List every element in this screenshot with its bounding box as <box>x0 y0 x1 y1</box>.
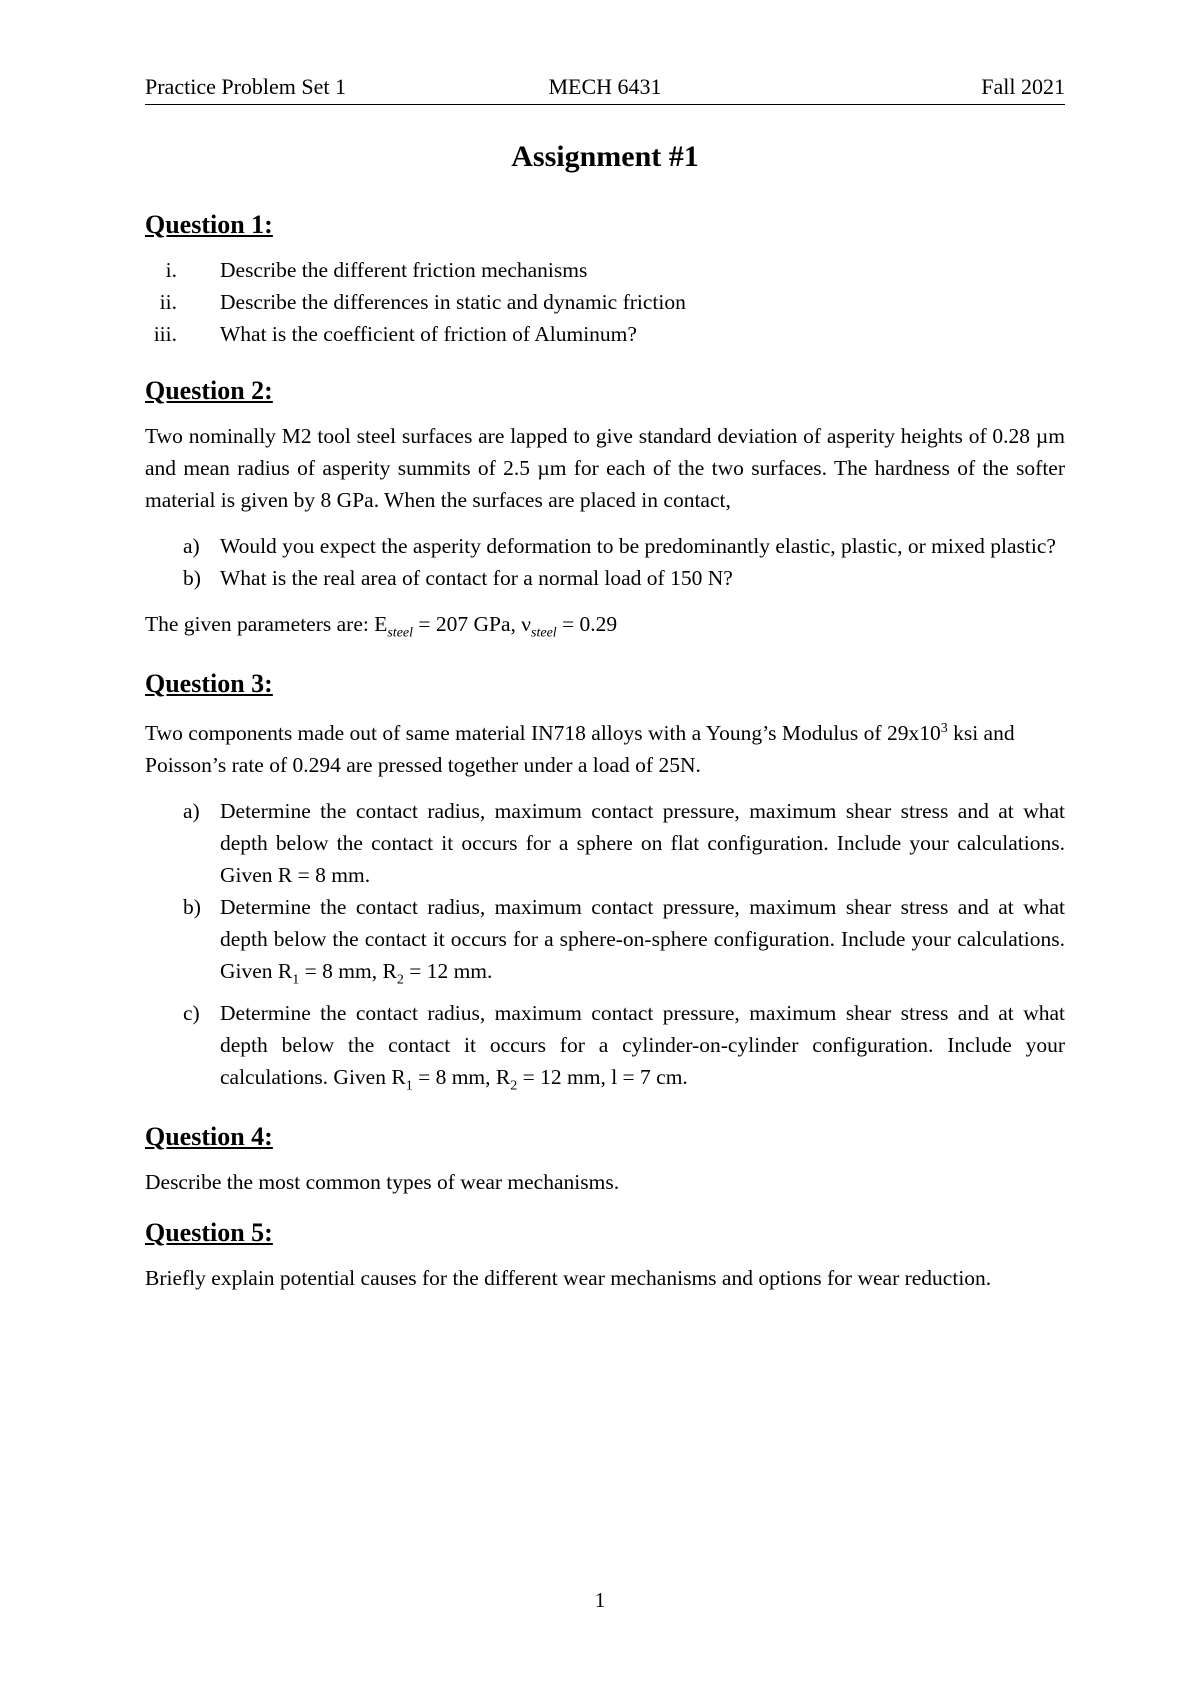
list-item-text: Determine the contact radius, maximum contact pressure, maximum shear stress and at what depth below the contact it occurs for a cylinder-on-cylinder configuration. Include your calculations. Given R <box>220 1000 1065 1089</box>
params-lead: The given parameters are: E <box>145 612 388 636</box>
question-5 <box>145 1218 1065 1294</box>
intro-part-b: ksi and Poisson’s rate of 0.294 are pressed together under a load of 25N. <box>145 721 1015 778</box>
list-item-text: = 12 mm. <box>403 959 493 984</box>
question-2 <box>145 376 1065 649</box>
question-2-list <box>145 530 1065 594</box>
list-item-text: Determine the contact radius, maximum contact pressure, maximum shear stress and at what depth below the contact it occurs for a sphere on flat configuration. Include your calculations. Given R = 8 mm. <box>220 799 1065 888</box>
list-marker: a) <box>183 799 200 824</box>
subscript: 1 <box>405 1078 413 1094</box>
question-2-heading: Question 2: <box>145 376 273 405</box>
question-5-heading: Question 5: <box>145 1218 273 1248</box>
subscript: 2 <box>396 972 404 988</box>
question-1-list <box>145 254 1065 350</box>
nu-value: = 0.29 <box>556 612 618 636</box>
list-item <box>145 318 1065 350</box>
question-4 <box>145 1122 1065 1198</box>
header-course-code: MECH 6431 <box>548 74 662 99</box>
list-item-text: Would you expect the asperity deformation to be predominantly elastic, plastic, or mixed plastic? <box>220 534 1056 558</box>
intro-part-a: Two components made out of same material IN718 alloys with a Young’s Modulus of 29x10 <box>145 721 941 746</box>
list-item-text: Describe the different friction mechanisms <box>220 258 588 282</box>
page-header <box>145 72 1065 105</box>
list-marker: ii. <box>159 290 177 314</box>
list-item <box>145 891 1065 996</box>
question-4-text: Describe the most common types of wear mechanisms. <box>145 1170 620 1195</box>
list-item-text: Describe the differences in static and dynamic friction <box>220 290 686 314</box>
question-3 <box>145 669 1065 1102</box>
question-2-intro: Two nominally M2 tool steel surfaces are lapped to give standard deviation of asperity heights of 0.28 µm and mean radius of asperity summits of 2.5 µm for each of the two surfaces. The hardness of the softer material is given by 8 GPa. When the surfaces are placed in contact, <box>145 424 1065 512</box>
list-marker: b) <box>183 566 201 590</box>
question-3-intro <box>145 713 1065 781</box>
list-marker: b) <box>183 895 201 920</box>
assignment-title: Assignment #1 <box>511 140 699 173</box>
list-marker: c) <box>183 1000 200 1025</box>
question-2-parameters <box>145 608 1065 649</box>
list-item-text: = 12 mm, l = 7 cm. <box>517 1064 688 1089</box>
list-item-text: What is the real area of contact for a normal load of 150 N? <box>220 566 733 590</box>
e-value: = 207 GPa, ν <box>413 612 532 636</box>
header-course-set: Practice Problem Set 1 <box>145 74 347 99</box>
list-marker: a) <box>183 534 200 558</box>
list-marker: i. <box>165 258 177 282</box>
question-1 <box>145 210 1065 350</box>
list-item-text: = 8 mm, R <box>412 1064 511 1089</box>
page-number: 1 <box>594 1588 606 1612</box>
list-marker: iii. <box>153 322 177 346</box>
list-item-text: What is the coefficient of friction of Aluminum? <box>220 322 637 346</box>
subscript: 1 <box>292 972 300 988</box>
exponent: 3 <box>940 721 948 737</box>
question-4-heading: Question 4: <box>145 1122 273 1152</box>
nu-subscript: steel <box>531 625 557 641</box>
list-item <box>145 562 1065 594</box>
list-item <box>145 530 1065 562</box>
list-item-text: = 8 mm, R <box>299 959 397 984</box>
question-5-text: Briefly explain potential causes for the different wear mechanisms and options for wear reduction. <box>145 1266 992 1291</box>
list-item <box>145 997 1065 1102</box>
question-3-list <box>145 795 1065 1102</box>
list-item <box>145 254 1065 286</box>
list-item <box>145 795 1065 891</box>
document-body <box>145 140 1065 1314</box>
e-subscript: steel <box>387 625 414 641</box>
header-term: Fall 2021 <box>981 74 1065 99</box>
list-item <box>145 286 1065 318</box>
question-1-heading: Question 1: <box>145 210 273 239</box>
question-3-heading: Question 3: <box>145 669 273 699</box>
subscript: 2 <box>510 1078 518 1094</box>
list-item-text: Determine the contact radius, maximum contact pressure, maximum shear stress and at what depth below the contact it occurs for a sphere-on-sphere configuration. Include your calculations. Given R <box>220 895 1065 984</box>
